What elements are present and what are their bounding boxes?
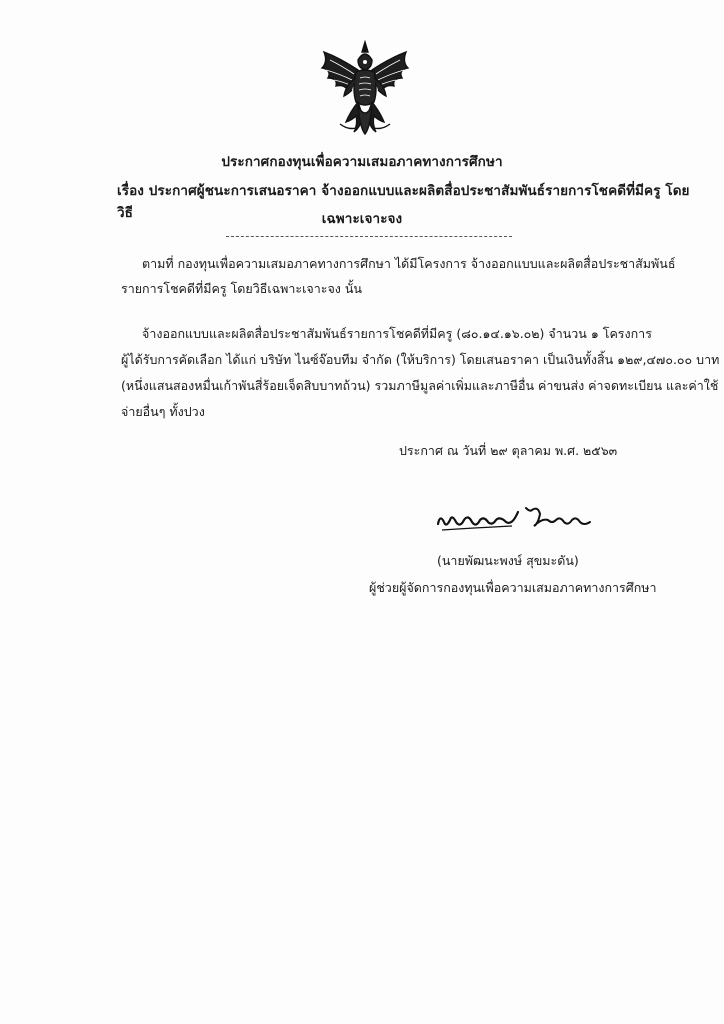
dashed-divider — [226, 236, 512, 237]
paragraph-1-line-2: รายการโชคดีที่มีครู โดยวิธีเฉพาะเจาะจง นั้น — [121, 281, 362, 296]
subject-line: เรื่อง ประกาศผู้ชนะการเสนอราคา จ้างออกแบบและผลิตสื่อประชาสัมพันธ์รายการโชคดีที่มีครู โดยวิธี — [117, 183, 690, 221]
announcement-heading: ประกาศกองทุนเพื่อความเสมอภาคทางการศึกษา — [221, 154, 503, 170]
paragraph-2-line-2: ผู้ได้รับการคัดเลือก ได้แก่ บริษัท ไนซ์จ๊อบทีม จำกัด (ให้บริการ) โดยเสนอราคา เป็นเงินทั้งสิ้น ๑๒๙,๔๗๐.๐๐ บาท — [121, 352, 720, 367]
garuda-emblem-icon — [318, 38, 412, 138]
subject-line-continued: เฉพาะเจาะจง — [321, 211, 403, 227]
paragraph-2-line-4: จ่ายอื่นๆ ทั้งปวง — [121, 404, 205, 419]
signer-title: ผู้ช่วยผู้จัดการกองทุนเพื่อความเสมอภาคทางการศึกษา — [369, 580, 657, 595]
announcement-date: ประกาศ ณ วันที่ ๒๙ ตุลาคม พ.ศ. ๒๕๖๓ — [399, 443, 618, 458]
signer-name: (นายพัฒนะพงษ์ สุขมะดัน) — [437, 553, 579, 568]
paragraph-1-line-1: ตามที่ กองทุนเพื่อความเสมอภาคทางการศึกษา ได้มีโครงการ จ้างออกแบบและผลิตสื่อประชาสัมพันธ์ — [142, 256, 676, 271]
signature-icon — [434, 504, 594, 536]
paragraph-2-line-3: (หนึ่งแสนสองหมื่นเก้าพันสี่ร้อยเจ็ดสิบบาทถ้วน) รวมภาษีมูลค่าเพิ่มและภาษีอื่น ค่าขนส่ง ค่าจดทะเบียน และค่าใช้ — [121, 378, 719, 393]
paragraph-2-line-1: จ้างออกแบบและผลิตสื่อประชาสัมพันธ์รายการโชคดีที่มีครู (๘๐.๑๔.๑๖.๐๒) จำนวน ๑ โครงการ — [142, 326, 652, 341]
